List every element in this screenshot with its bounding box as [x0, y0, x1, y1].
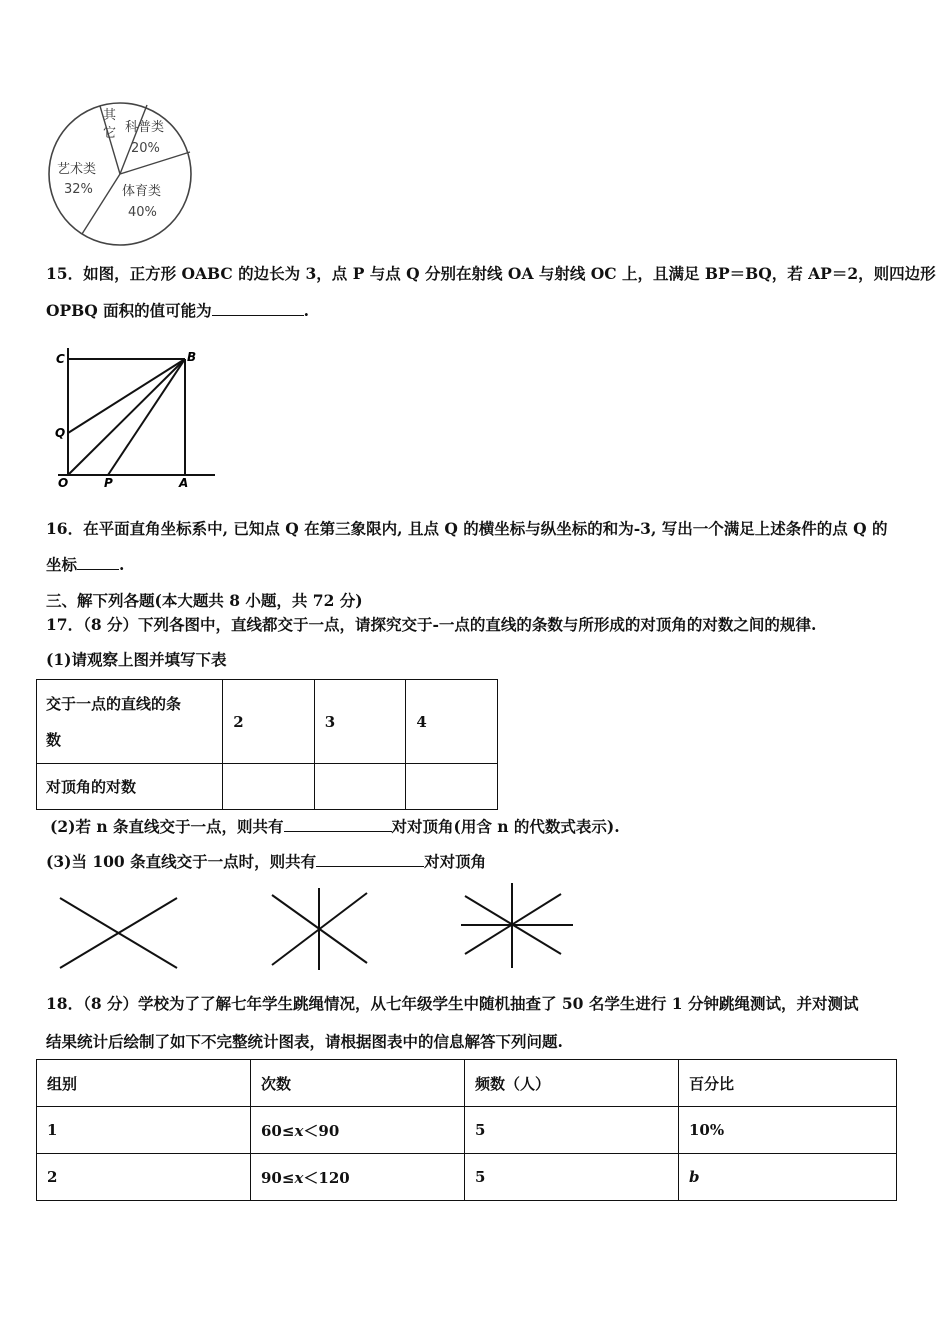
q17-intro: 17．（8 分）下列各图中，直线都交于一点，请探究交于-一点的直线的条数与所形成的对顶角的对数之间的规律. — [46, 615, 817, 634]
table-row — [37, 764, 498, 810]
q18-cell-pct: 10% — [679, 1107, 897, 1154]
q17-cell-3: 3 — [314, 680, 406, 764]
q16-line2-text: 坐标 — [46, 555, 78, 574]
label-p: P — [104, 476, 113, 490]
q17-cell-4: 4 — [406, 680, 498, 764]
q18-header-pct: 百分比 — [679, 1060, 897, 1107]
pie-value-science: 20% — [131, 141, 160, 156]
q17-answer-cell[interactable] — [314, 764, 406, 810]
q16-line1: 16．在平面直角坐标系中, 已知点 Q 在第三象限内, 且点 Q 的横坐标与纵坐标的和为-3, 写出一个满足上述条件的点 Q 的 — [46, 519, 888, 538]
four-lines-figure — [455, 878, 580, 973]
q17-answer-cell[interactable] — [406, 764, 498, 810]
three-lines-figure — [262, 885, 382, 975]
q18-cell-freq: 5 — [465, 1154, 679, 1201]
label-c: C — [56, 352, 65, 366]
pie-label-sports: 体育类 — [122, 184, 162, 199]
label-b: B — [187, 350, 197, 364]
table-row — [37, 680, 498, 764]
q18-header-count: 次数 — [251, 1060, 465, 1107]
q18-table — [36, 1059, 897, 1201]
q17-row2-label: 对顶角的对数 — [37, 764, 223, 810]
q17-part3-blank[interactable] — [316, 852, 424, 867]
q17-cell-2: 2 — [223, 680, 315, 764]
label-q: Q — [55, 426, 66, 440]
q18-cell-range: 90≤x＜120 — [251, 1154, 465, 1201]
q18-cell-group: 2 — [37, 1154, 251, 1201]
two-lines-figure — [55, 893, 185, 973]
q17-part3: (3)当 100 条直线交于一点时，则共有 对对顶角 — [46, 852, 487, 871]
q17-row1-label: 交于一点的直线的条 数 — [37, 680, 223, 764]
pie-value-sports: 40% — [128, 205, 157, 220]
svg-text:它: 它 — [103, 126, 117, 141]
q16-line2 — [46, 553, 124, 575]
q15-line2 — [46, 299, 309, 321]
q17-answer-cell[interactable] — [223, 764, 315, 810]
pie-chart — [45, 100, 197, 250]
q15-line1: 15．如图，正方形 OABC 的边长为 3，点 P 与点 Q 分别在射线 OA 与射线 OC 上，且满足 BP＝BQ，若 AP＝2，则四边形 — [46, 264, 936, 283]
q18-cell-range: 60≤x＜90 — [251, 1107, 465, 1154]
pie-label-science: 科普类 — [125, 120, 165, 135]
pie-label-art: 艺术类 — [57, 162, 97, 177]
q16-answer-blank[interactable] — [77, 555, 119, 570]
q17-part2: (2)若 n 条直线交于一点，则共有 对对顶角(用含 n 的代数式表示). — [50, 817, 620, 836]
table-row — [37, 1060, 897, 1107]
q18-cell-pct: b — [679, 1154, 897, 1201]
q15-line2-end: . — [303, 301, 310, 320]
label-o: O — [58, 476, 69, 490]
q18-cell-freq: 5 — [465, 1107, 679, 1154]
table-row — [37, 1154, 897, 1201]
q17-table — [36, 679, 498, 810]
table-row — [37, 1107, 897, 1154]
svg-text:其: 其 — [103, 108, 117, 123]
q17-part2-blank[interactable] — [284, 817, 392, 832]
q18-cell-group: 1 — [37, 1107, 251, 1154]
q18-line1: 18．（8 分）学校为了了解七年学生跳绳情况，从七年级学生中随机抽查了 50 名学生进行 1 分钟跳绳测试，并对测试 — [46, 994, 859, 1013]
section3-title: 三、解下列各题(本大题共 8 小题，共 72 分) — [46, 591, 363, 610]
square-figure — [50, 345, 220, 490]
q15-answer-blank[interactable] — [212, 301, 304, 316]
pie-value-art: 32% — [64, 182, 93, 197]
q16-line2-end: . — [119, 555, 125, 574]
q18-header-freq: 频数（人） — [465, 1060, 679, 1107]
label-a: A — [179, 476, 189, 490]
q17-part1: (1)请观察上图并填写下表 — [46, 650, 227, 669]
q18-line2: 结果统计后绘制了如下不完整统计图表，请根据图表中的信息解答下列问题. — [46, 1032, 563, 1051]
q15-line2-text: OPBQ 面积的值可能为 — [46, 301, 212, 320]
q18-header-group: 组别 — [37, 1060, 251, 1107]
